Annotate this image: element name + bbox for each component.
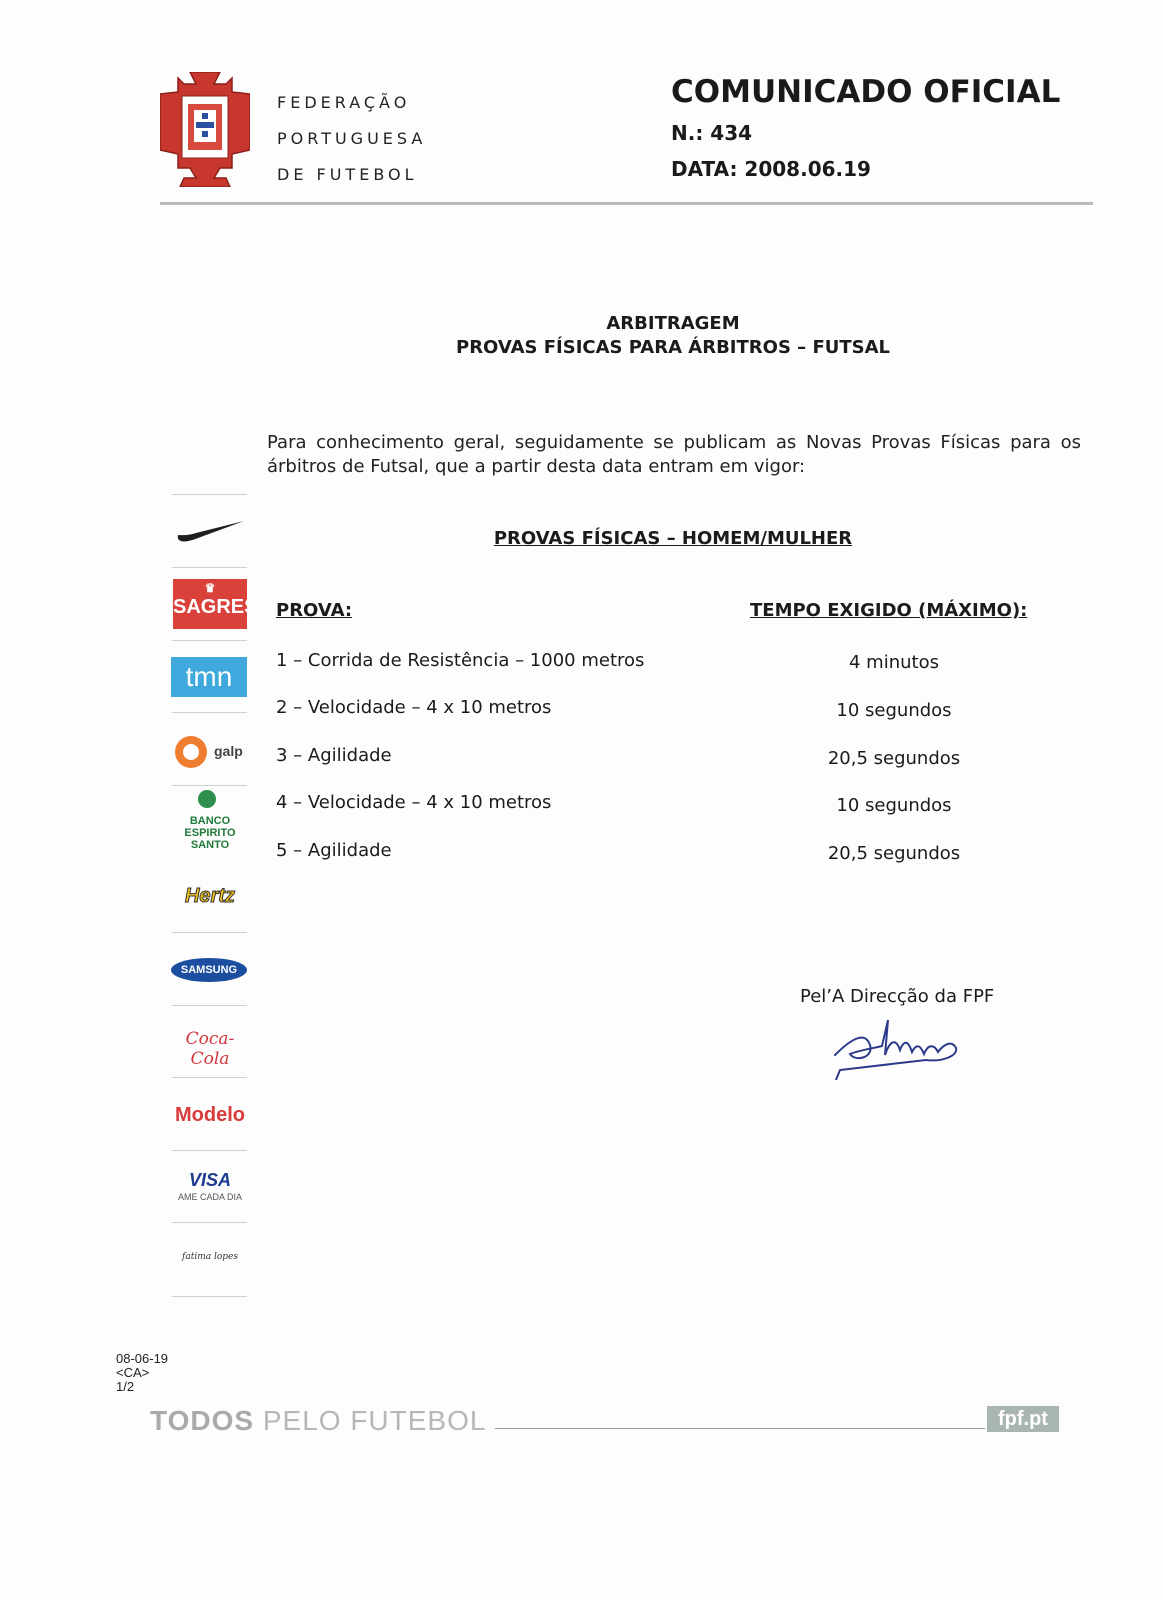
samsung-logo: SAMSUNG	[171, 958, 247, 982]
table-row-tempo: 10 segundos	[836, 700, 952, 721]
table-row-tempo: 20,5 segundos	[827, 843, 961, 864]
bes-logo-line: ESPIRITO	[184, 827, 236, 839]
sponsor-divider	[172, 567, 247, 568]
org-name-line-2: PORTUGUESA	[277, 129, 427, 148]
table-row-prova: 3 – Agilidade	[276, 745, 392, 766]
visa-logo: VISA	[188, 1170, 231, 1190]
sponsor-divider	[172, 494, 247, 495]
subject-title: ARBITRAGEM	[606, 313, 740, 334]
fpf-crest-logo	[160, 72, 250, 187]
sagres-logo-text: SAGRES	[173, 596, 258, 618]
sponsor-divider	[172, 1077, 247, 1078]
footer-slogan-bold: TODOS	[150, 1405, 255, 1436]
fatima-lopes-logo: fatima lopes	[182, 1252, 238, 1262]
table-row-prova: 1 – Corrida de Resistência – 1000 metros	[276, 650, 645, 671]
org-name-line-1: FEDERAÇÃO	[277, 93, 411, 112]
handwritten-signature	[830, 1010, 980, 1080]
sagres-crest-icon: ♛	[204, 581, 216, 595]
footer-slogan	[150, 1405, 486, 1437]
sponsor-divider	[172, 640, 247, 641]
org-name-line-3: DE FUTEBOL	[277, 165, 418, 184]
table-row-tempo: 20,5 segundos	[827, 748, 961, 769]
footer-slogan-rest: PELO FUTEBOL	[254, 1405, 487, 1436]
column-header-prova: PROVA:	[276, 600, 353, 621]
subject-subtitle: PROVAS FÍSICAS PARA ÁRBITROS – FUTSAL	[456, 337, 890, 358]
document-type-title: COMUNICADO OFICIAL	[671, 74, 1061, 110]
section-title: PROVAS FÍSICAS – HOMEM/MULHER	[493, 528, 853, 549]
table-row-prova: 5 – Agilidade	[276, 840, 392, 861]
fpf-site-badge: fpf.pt	[987, 1406, 1059, 1432]
header-divider	[160, 202, 1093, 205]
bes-emblem-icon	[198, 790, 216, 808]
nike-swoosh-logo	[176, 519, 244, 543]
galp-logo-text: galp	[214, 743, 243, 759]
document-date: DATA: 2008.06.19	[671, 157, 871, 181]
modelo-logo: Modelo	[175, 1104, 245, 1126]
table-row-tempo: 10 segundos	[836, 795, 952, 816]
document-number: N.: 434	[671, 121, 753, 145]
bes-logo	[170, 815, 250, 851]
coca-cola-logo: Coca-Cola	[185, 1029, 235, 1069]
bes-logo-line: BANCO	[189, 815, 231, 827]
sponsor-divider	[172, 712, 247, 713]
table-row-prova: 4 – Velocidade – 4 x 10 metros	[276, 792, 552, 813]
intro-paragraph: Para conhecimento geral, seguidamente se publicam as Novas Provas Físicas para os árbitros de Futsal, que a partir desta data entram em vigor:	[267, 432, 1081, 477]
sponsor-divider	[172, 1296, 247, 1297]
sponsor-divider	[172, 1150, 247, 1151]
reference-code: <CA>	[116, 1365, 150, 1380]
sagres-logo	[173, 579, 258, 629]
signature-label: Pel’A Direcção da FPF	[800, 986, 995, 1007]
table-row-prova: 2 – Velocidade – 4 x 10 metros	[276, 697, 552, 718]
column-header-tempo: TEMPO EXIGIDO (MÁXIMO):	[750, 600, 1028, 621]
bes-logo-line: SANTO	[190, 839, 230, 851]
sponsor-divider	[172, 1005, 247, 1006]
sponsor-divider	[172, 932, 247, 933]
sponsor-divider	[172, 1222, 247, 1223]
galp-flame-icon	[175, 736, 207, 768]
tmn-logo: tmn	[171, 657, 247, 697]
footer-divider	[495, 1428, 985, 1429]
reference-date: 08-06-19	[116, 1351, 169, 1366]
visa-tagline: AME CADA DIA	[177, 1192, 242, 1202]
page-number: 1/2	[116, 1379, 135, 1394]
sponsor-divider	[172, 785, 247, 786]
table-row-tempo: 4 minutos	[849, 652, 939, 673]
hertz-logo: Hertz	[184, 885, 235, 907]
